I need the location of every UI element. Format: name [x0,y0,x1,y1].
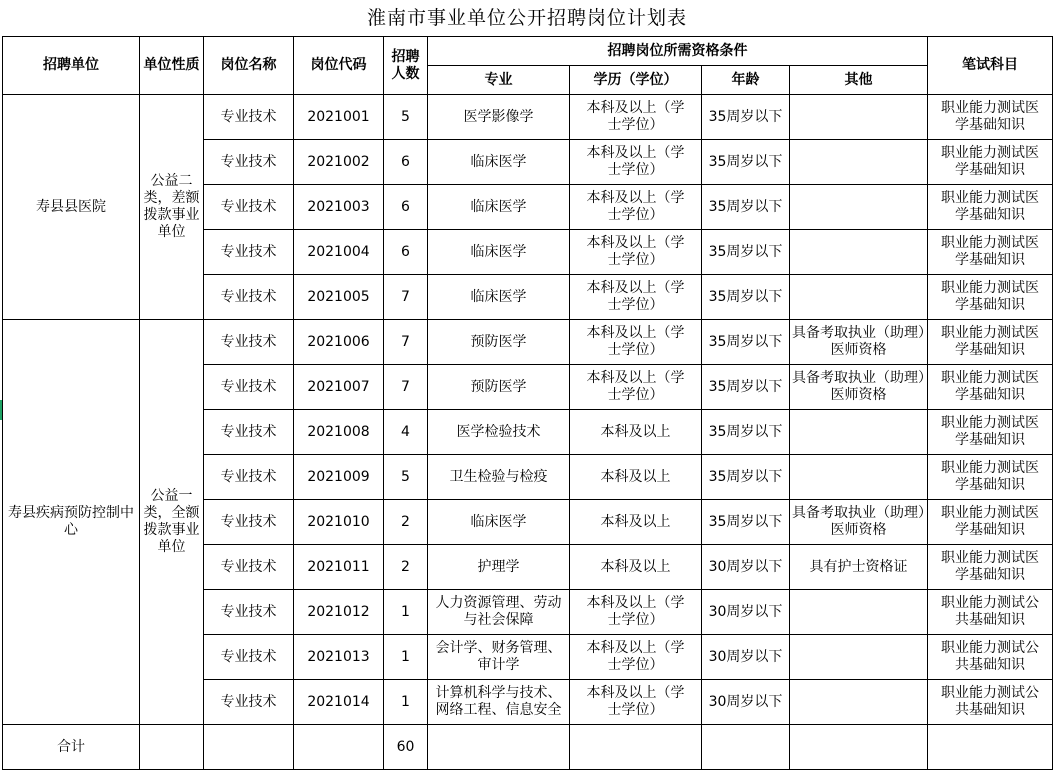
cell-count[interactable]: 2 [384,500,428,545]
cell-count[interactable]: 1 [384,680,428,725]
cell-education[interactable]: 本科及以上 [570,545,702,590]
cell-education[interactable]: 本科及以上（学士学位） [570,230,702,275]
cell-exam[interactable]: 职业能力测试医学基础知识 [928,320,1053,365]
cell-education[interactable]: 本科及以上（学士学位） [570,185,702,230]
cell-age[interactable]: 35周岁以下 [702,320,790,365]
cell-other[interactable] [790,635,928,680]
cell-post-name[interactable]: 专业技术 [204,545,294,590]
cell-post-code[interactable]: 2021006 [294,320,384,365]
cell-exam[interactable]: 职业能力测试医学基础知识 [928,545,1053,590]
cell-age[interactable]: 35周岁以下 [702,500,790,545]
cell-other[interactable] [790,455,928,500]
cell-age[interactable]: 35周岁以下 [702,410,790,455]
cell-exam[interactable]: 职业能力测试医学基础知识 [928,455,1053,500]
cell-other[interactable] [790,95,928,140]
cell-post-name[interactable]: 专业技术 [204,500,294,545]
cell-major[interactable]: 临床医学 [428,185,570,230]
cell-count[interactable]: 7 [384,365,428,410]
cell-count[interactable]: 5 [384,455,428,500]
cell-age[interactable]: 35周岁以下 [702,140,790,185]
cell-education[interactable]: 本科及以上（学士学位） [570,140,702,185]
cell-count[interactable]: 1 [384,635,428,680]
cell-exam[interactable]: 职业能力测试公共基础知识 [928,635,1053,680]
empty-cell[interactable] [790,725,928,770]
header-education[interactable]: 学历（学位） [570,66,702,95]
cell-post-code[interactable]: 2021001 [294,95,384,140]
cell-count[interactable]: 7 [384,320,428,365]
table-row [3,320,1053,365]
cell-education[interactable]: 本科及以上（学士学位） [570,680,702,725]
cell-exam[interactable]: 职业能力测试医学基础知识 [928,275,1053,320]
header-age[interactable]: 年龄 [702,66,790,95]
cell-education[interactable]: 本科及以上（学士学位） [570,365,702,410]
cell-major[interactable]: 预防医学 [428,365,570,410]
cell-exam[interactable]: 职业能力测试公共基础知识 [928,680,1053,725]
cell-exam[interactable]: 职业能力测试医学基础知识 [928,140,1053,185]
cell-education[interactable]: 本科及以上（学士学位） [570,590,702,635]
cell-count[interactable]: 7 [384,275,428,320]
cell-post-name[interactable]: 专业技术 [204,185,294,230]
cell-exam[interactable]: 职业能力测试医学基础知识 [928,500,1053,545]
header-post-name[interactable]: 岗位名称 [204,37,294,95]
cell-post-name[interactable]: 专业技术 [204,680,294,725]
cell-age[interactable]: 35周岁以下 [702,275,790,320]
cell-post-code[interactable]: 2021002 [294,140,384,185]
cell-other[interactable]: 具备考取执业（助理）医师资格 [790,320,928,365]
cell-count[interactable]: 1 [384,590,428,635]
cell-major[interactable]: 卫生检验与检疫 [428,455,570,500]
empty-cell[interactable] [570,725,702,770]
cell-post-name[interactable]: 专业技术 [204,635,294,680]
cell-other[interactable] [790,410,928,455]
cell-post-code[interactable]: 2021010 [294,500,384,545]
cell-education[interactable]: 本科及以上（学士学位） [570,635,702,680]
cell-post-code[interactable]: 2021008 [294,410,384,455]
cell-major[interactable]: 临床医学 [428,275,570,320]
cell-major[interactable]: 会计学、财务管理、审计学 [428,635,570,680]
cell-age[interactable]: 30周岁以下 [702,545,790,590]
cell-count[interactable]: 2 [384,545,428,590]
cell-age[interactable]: 35周岁以下 [702,185,790,230]
cell-post-code[interactable]: 2021004 [294,230,384,275]
cell-post-code[interactable]: 2021013 [294,635,384,680]
cell-post-name[interactable]: 专业技术 [204,230,294,275]
cell-post-name[interactable]: 专业技术 [204,275,294,320]
cell-education[interactable]: 本科及以上 [570,500,702,545]
cell-other[interactable] [790,590,928,635]
cell-exam[interactable]: 职业能力测试医学基础知识 [928,95,1053,140]
cell-unit[interactable]: 寿县疾病预防控制中心 [3,320,140,725]
cell-count[interactable]: 6 [384,185,428,230]
total-label[interactable]: 合计 [3,725,140,770]
cell-nature[interactable]: 公益一类，全额拨款事业单位 [140,320,204,725]
total-count[interactable]: 60 [384,725,428,770]
cell-post-name[interactable]: 专业技术 [204,320,294,365]
header-major[interactable]: 专业 [428,66,570,95]
cell-post-code[interactable]: 2021009 [294,455,384,500]
cell-age[interactable]: 35周岁以下 [702,455,790,500]
empty-cell[interactable] [702,725,790,770]
cell-post-name[interactable]: 专业技术 [204,95,294,140]
cell-major[interactable]: 临床医学 [428,140,570,185]
empty-cell[interactable] [294,725,384,770]
cell-other[interactable] [790,140,928,185]
page-title: 淮南市事业单位公开招聘岗位计划表 [366,7,687,29]
cell-age[interactable]: 35周岁以下 [702,95,790,140]
cell-exam[interactable]: 职业能力测试医学基础知识 [928,410,1053,455]
cell-major[interactable]: 临床医学 [428,500,570,545]
header-other[interactable]: 其他 [790,66,928,95]
cell-age[interactable]: 30周岁以下 [702,590,790,635]
cell-education[interactable]: 本科及以上 [570,455,702,500]
cell-age[interactable]: 30周岁以下 [702,680,790,725]
cell-age[interactable]: 30周岁以下 [702,635,790,680]
cell-post-name[interactable]: 专业技术 [204,365,294,410]
header-nature[interactable]: 单位性质 [140,37,204,95]
header-exam[interactable]: 笔试科目 [928,37,1053,95]
empty-cell[interactable] [928,725,1053,770]
cell-post-code[interactable]: 2021011 [294,545,384,590]
table-row [3,95,1053,140]
total-row [3,725,1053,770]
cell-post-code[interactable]: 2021012 [294,590,384,635]
cell-education[interactable]: 本科及以上（学士学位） [570,275,702,320]
cell-count[interactable]: 4 [384,410,428,455]
cell-age[interactable]: 35周岁以下 [702,365,790,410]
cell-age[interactable]: 35周岁以下 [702,230,790,275]
cell-post-code[interactable]: 2021007 [294,365,384,410]
cell-post-code[interactable]: 2021005 [294,275,384,320]
cell-post-code[interactable]: 2021014 [294,680,384,725]
cell-post-name[interactable]: 专业技术 [204,455,294,500]
cell-post-name[interactable]: 专业技术 [204,410,294,455]
header-post-code[interactable]: 岗位代码 [294,37,384,95]
cell-exam[interactable]: 职业能力测试医学基础知识 [928,230,1053,275]
cell-other[interactable]: 具有护士资格证 [790,545,928,590]
cell-post-name[interactable]: 专业技术 [204,140,294,185]
cell-nature[interactable]: 公益二类，差额拨款事业单位 [140,95,204,320]
recruitment-table [2,36,1053,770]
cell-exam[interactable]: 职业能力测试医学基础知识 [928,365,1053,410]
cell-count[interactable]: 6 [384,140,428,185]
cell-major[interactable]: 计算机科学与技术、网络工程、信息安全 [428,680,570,725]
cell-post-name[interactable]: 专业技术 [204,590,294,635]
cell-other[interactable] [790,230,928,275]
header-count[interactable]: 招聘人数 [384,37,428,95]
cell-other[interactable] [790,680,928,725]
cell-major[interactable]: 人力资源管理、劳动与社会保障 [428,590,570,635]
empty-cell[interactable] [204,725,294,770]
cell-education[interactable]: 本科及以上 [570,410,702,455]
cell-other[interactable]: 具备考取执业（助理）医师资格 [790,365,928,410]
cell-major[interactable]: 预防医学 [428,320,570,365]
cell-major[interactable]: 医学检验技术 [428,410,570,455]
empty-cell[interactable] [140,725,204,770]
cell-exam[interactable]: 职业能力测试医学基础知识 [928,185,1053,230]
cell-count[interactable]: 6 [384,230,428,275]
cell-education[interactable]: 本科及以上（学士学位） [570,95,702,140]
cell-other[interactable]: 具备考取执业（助理）医师资格 [790,500,928,545]
cell-education[interactable]: 本科及以上（学士学位） [570,320,702,365]
cell-count[interactable]: 5 [384,95,428,140]
cell-other[interactable] [790,275,928,320]
cell-major[interactable]: 医学影像学 [428,95,570,140]
header-unit[interactable]: 招聘单位 [3,37,140,95]
header-requirements[interactable]: 招聘岗位所需资格条件 [428,37,928,66]
cell-other[interactable] [790,185,928,230]
cell-major[interactable]: 护理学 [428,545,570,590]
empty-cell[interactable] [428,725,570,770]
cell-post-code[interactable]: 2021003 [294,185,384,230]
cell-exam[interactable]: 职业能力测试公共基础知识 [928,590,1053,635]
cell-unit[interactable]: 寿县县医院 [3,95,140,320]
cell-major[interactable]: 临床医学 [428,230,570,275]
